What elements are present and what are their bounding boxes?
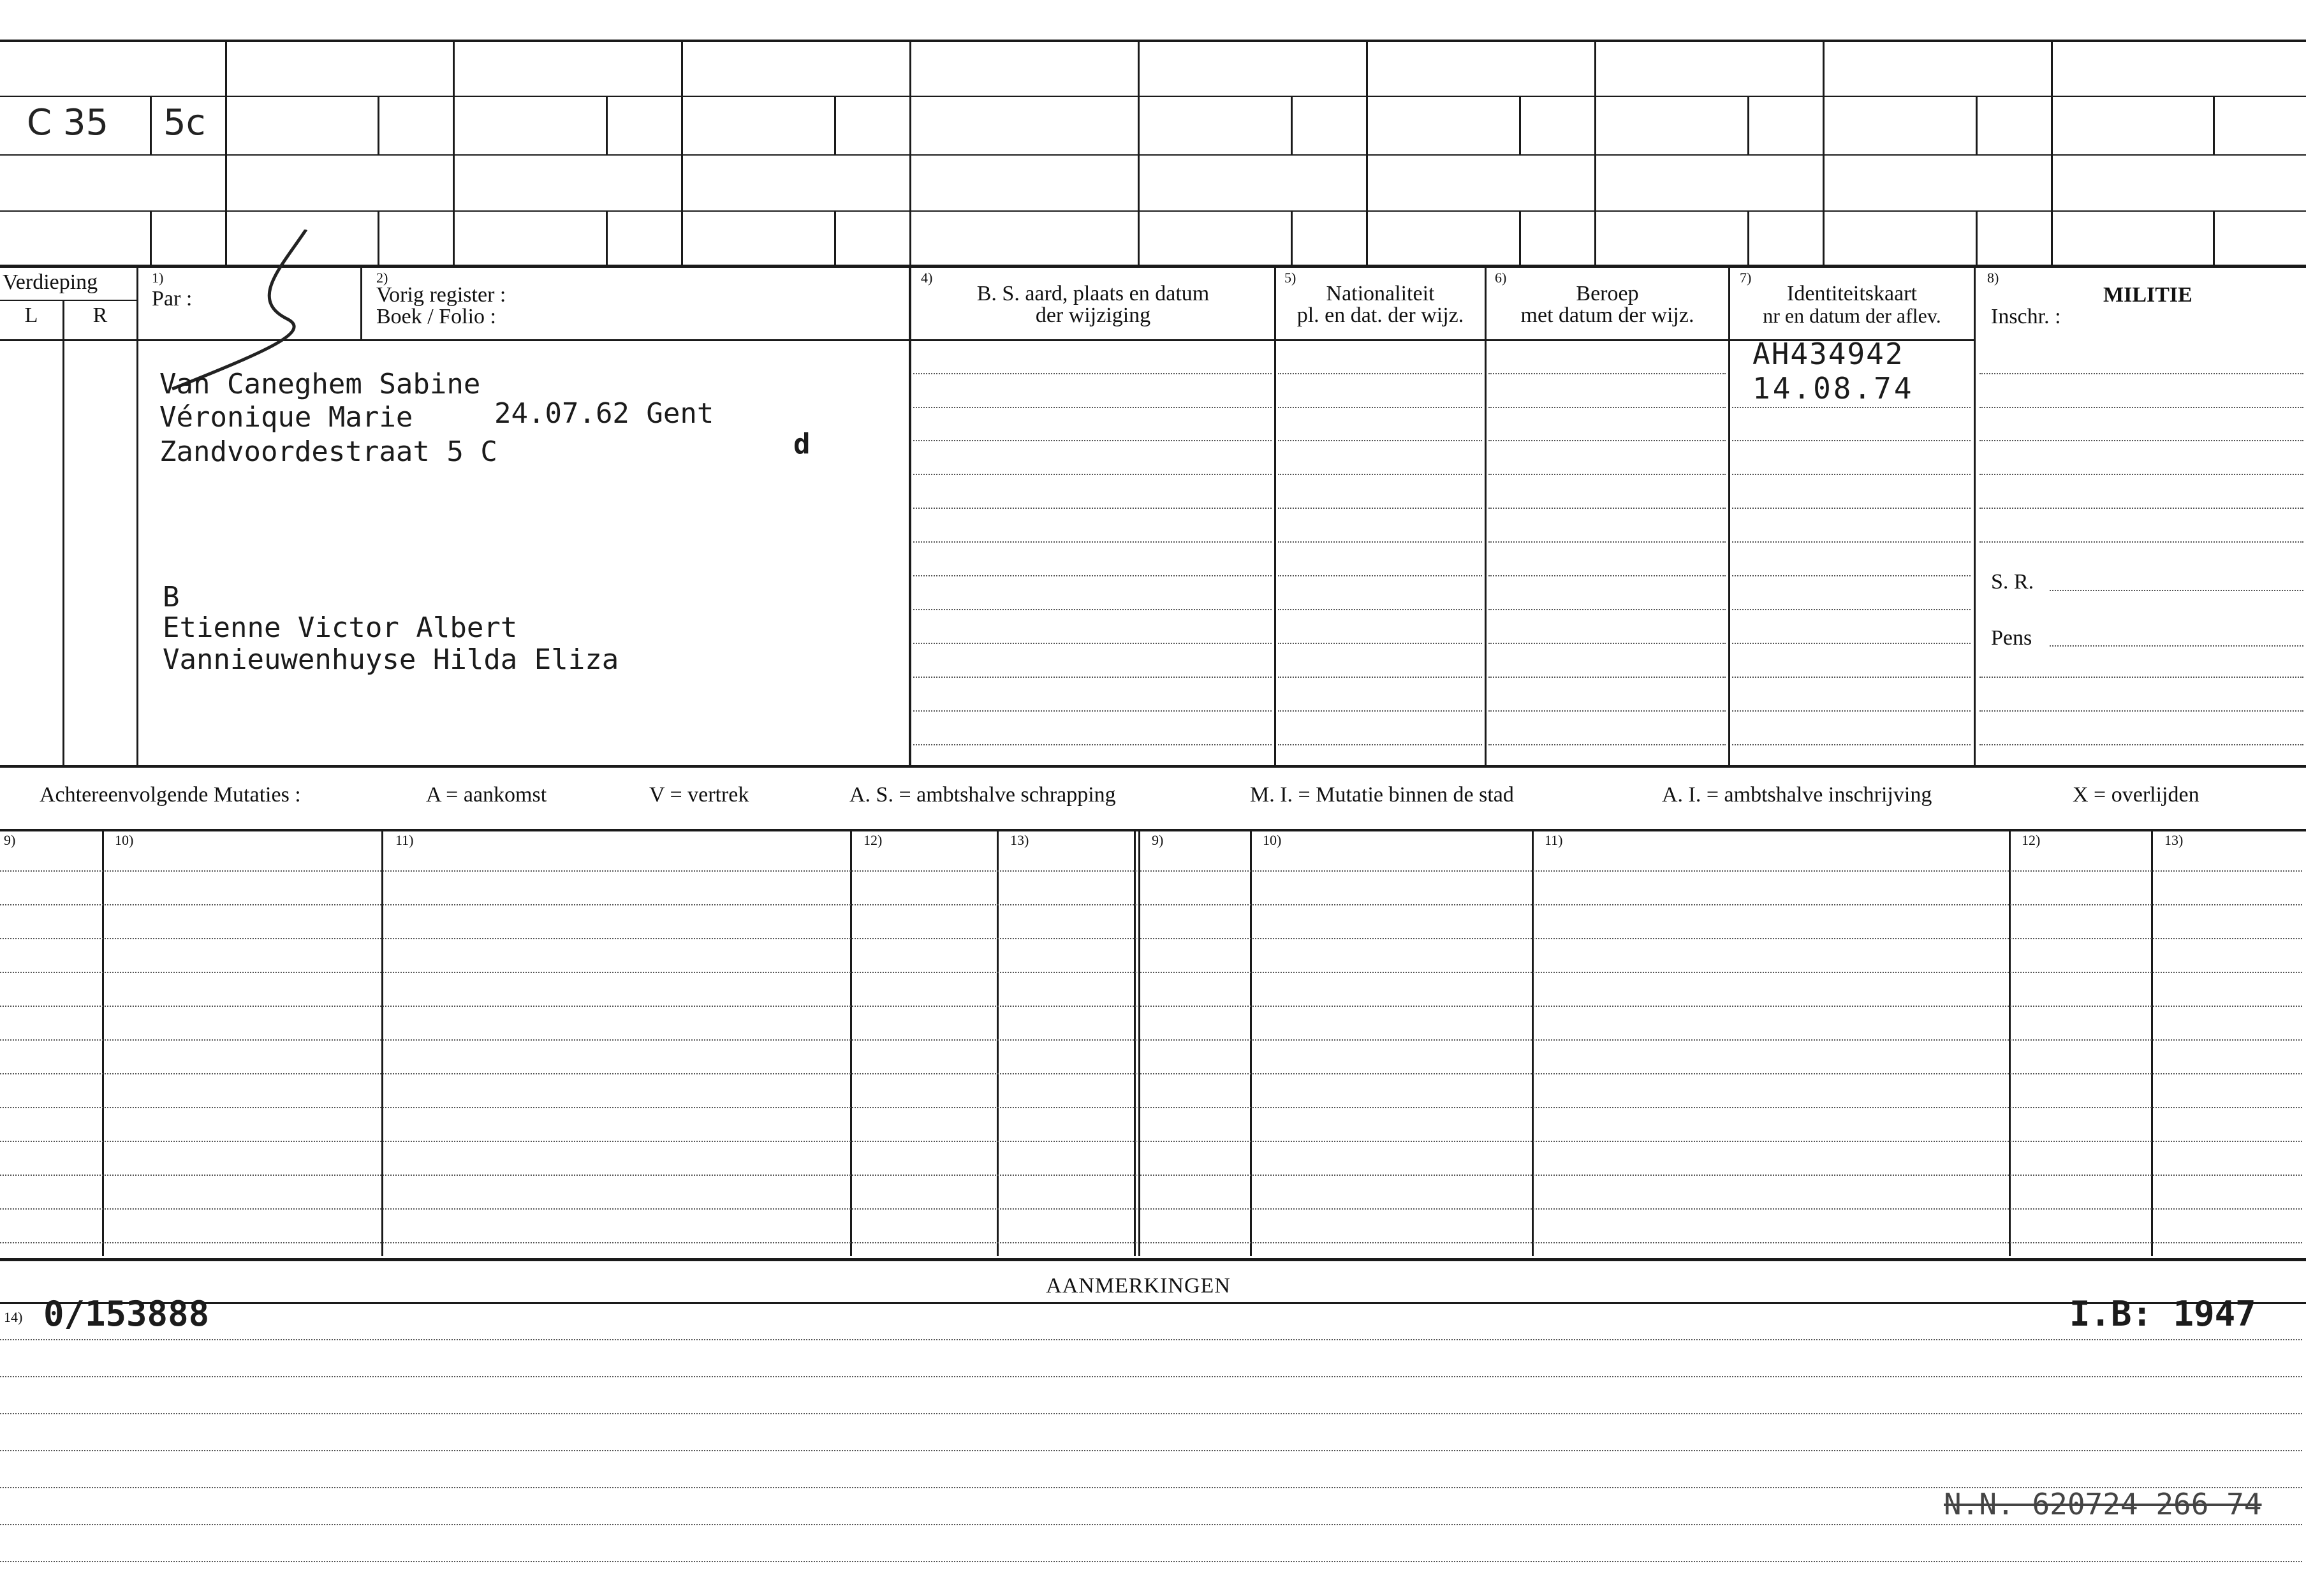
mut-col-13-right: 13) (2164, 832, 2184, 848)
mut-col-11-left: 11) (395, 832, 414, 848)
person-name: Van Caneghem Sabine (159, 368, 481, 400)
id-label-1: Identiteitskaart (1787, 282, 1917, 305)
num-7: 7) (1740, 270, 1752, 286)
num-14: 14) (4, 1309, 23, 1325)
legend-x: X = overlijden (2073, 783, 2200, 807)
legend-a: A = aankomst (426, 783, 547, 807)
legend-v: V = vertrek (649, 783, 749, 807)
code-5c: 5c (163, 102, 206, 143)
boek-folio-label: Boek / Folio : (376, 305, 496, 328)
mut-col-9-right: 9) (1152, 832, 1164, 848)
beroep-label-2: met datum der wijz. (1520, 304, 1694, 327)
id-label-2: nr en datum der aflev. (1763, 304, 1941, 327)
code-c35: C 35 (27, 102, 109, 143)
mut-col-12-right: 12) (2022, 832, 2041, 848)
verdieping-label: Verdieping (3, 270, 98, 294)
left-label: L (24, 304, 38, 327)
vorig-register-label: Vorig register : (376, 283, 506, 307)
person-mark: d (793, 428, 811, 460)
remarks-title-line (0, 1302, 2306, 1304)
mut-col-13-left: 13) (1010, 832, 1029, 848)
person-address: Zandvoordestraat 5 C (159, 436, 497, 468)
person-firstnames: Véronique Marie (159, 401, 413, 434)
remarks-top-line (0, 1258, 2306, 1261)
num-4: 4) (921, 270, 933, 286)
person-relation: B (163, 581, 180, 613)
right-label: R (92, 304, 108, 327)
par-label: Par : (152, 287, 193, 311)
mut-col-9-left: 9) (4, 832, 16, 848)
militie-label: MILITIE (2103, 283, 2192, 307)
record-bottom-line (0, 765, 2306, 768)
sr-label: S. R. (1991, 570, 2034, 594)
pens-label: Pens (1991, 626, 2032, 650)
num-5: 5) (1284, 270, 1296, 286)
mut-col-11-right: 11) (1545, 832, 1563, 848)
num-2: 2) (376, 270, 388, 286)
legend-as: A. S. = ambtshalve schrapping (849, 783, 1116, 807)
mut-col-12-left: 12) (863, 832, 883, 848)
remarks-reference: 0/153888 (43, 1294, 210, 1334)
person-mother: Vannieuwenhuyse Hilda Eliza (163, 643, 619, 676)
num-1: 1) (152, 270, 164, 286)
nat-label-1: Nationaliteit (1326, 282, 1435, 305)
id-card-date: 14.08.74 (1752, 371, 1914, 406)
remarks-nn: N.N. 620724 266 74 (1944, 1487, 2262, 1521)
remarks-title: AANMERKINGEN (1046, 1274, 1231, 1298)
legend-ai: A. I. = ambtshalve inschrijving (1662, 783, 1932, 807)
beroep-label-1: Beroep (1576, 282, 1639, 305)
person-birth: 24.07.62 Gent (494, 397, 714, 430)
num-8: 8) (1987, 270, 1999, 286)
bs-label-1: B. S. aard, plaats en datum (976, 282, 1210, 305)
num-6: 6) (1495, 270, 1507, 286)
nat-label-2: pl. en dat. der wijz. (1296, 304, 1464, 327)
mut-col-10-right: 10) (1263, 832, 1282, 848)
inschr-label: Inschr. : (1991, 305, 2061, 328)
legend-mi: M. I. = Mutatie binnen de stad (1250, 783, 1514, 807)
person-father: Etienne Victor Albert (163, 611, 518, 644)
bs-label-2: der wijziging (1035, 304, 1151, 327)
remarks-ib: I.B: 1947 (2069, 1294, 2256, 1334)
legend-title: Achtereenvolgende Mutaties : (40, 783, 301, 807)
id-card-number: AH434942 (1752, 337, 1904, 371)
mut-col-10-left: 10) (115, 832, 134, 848)
